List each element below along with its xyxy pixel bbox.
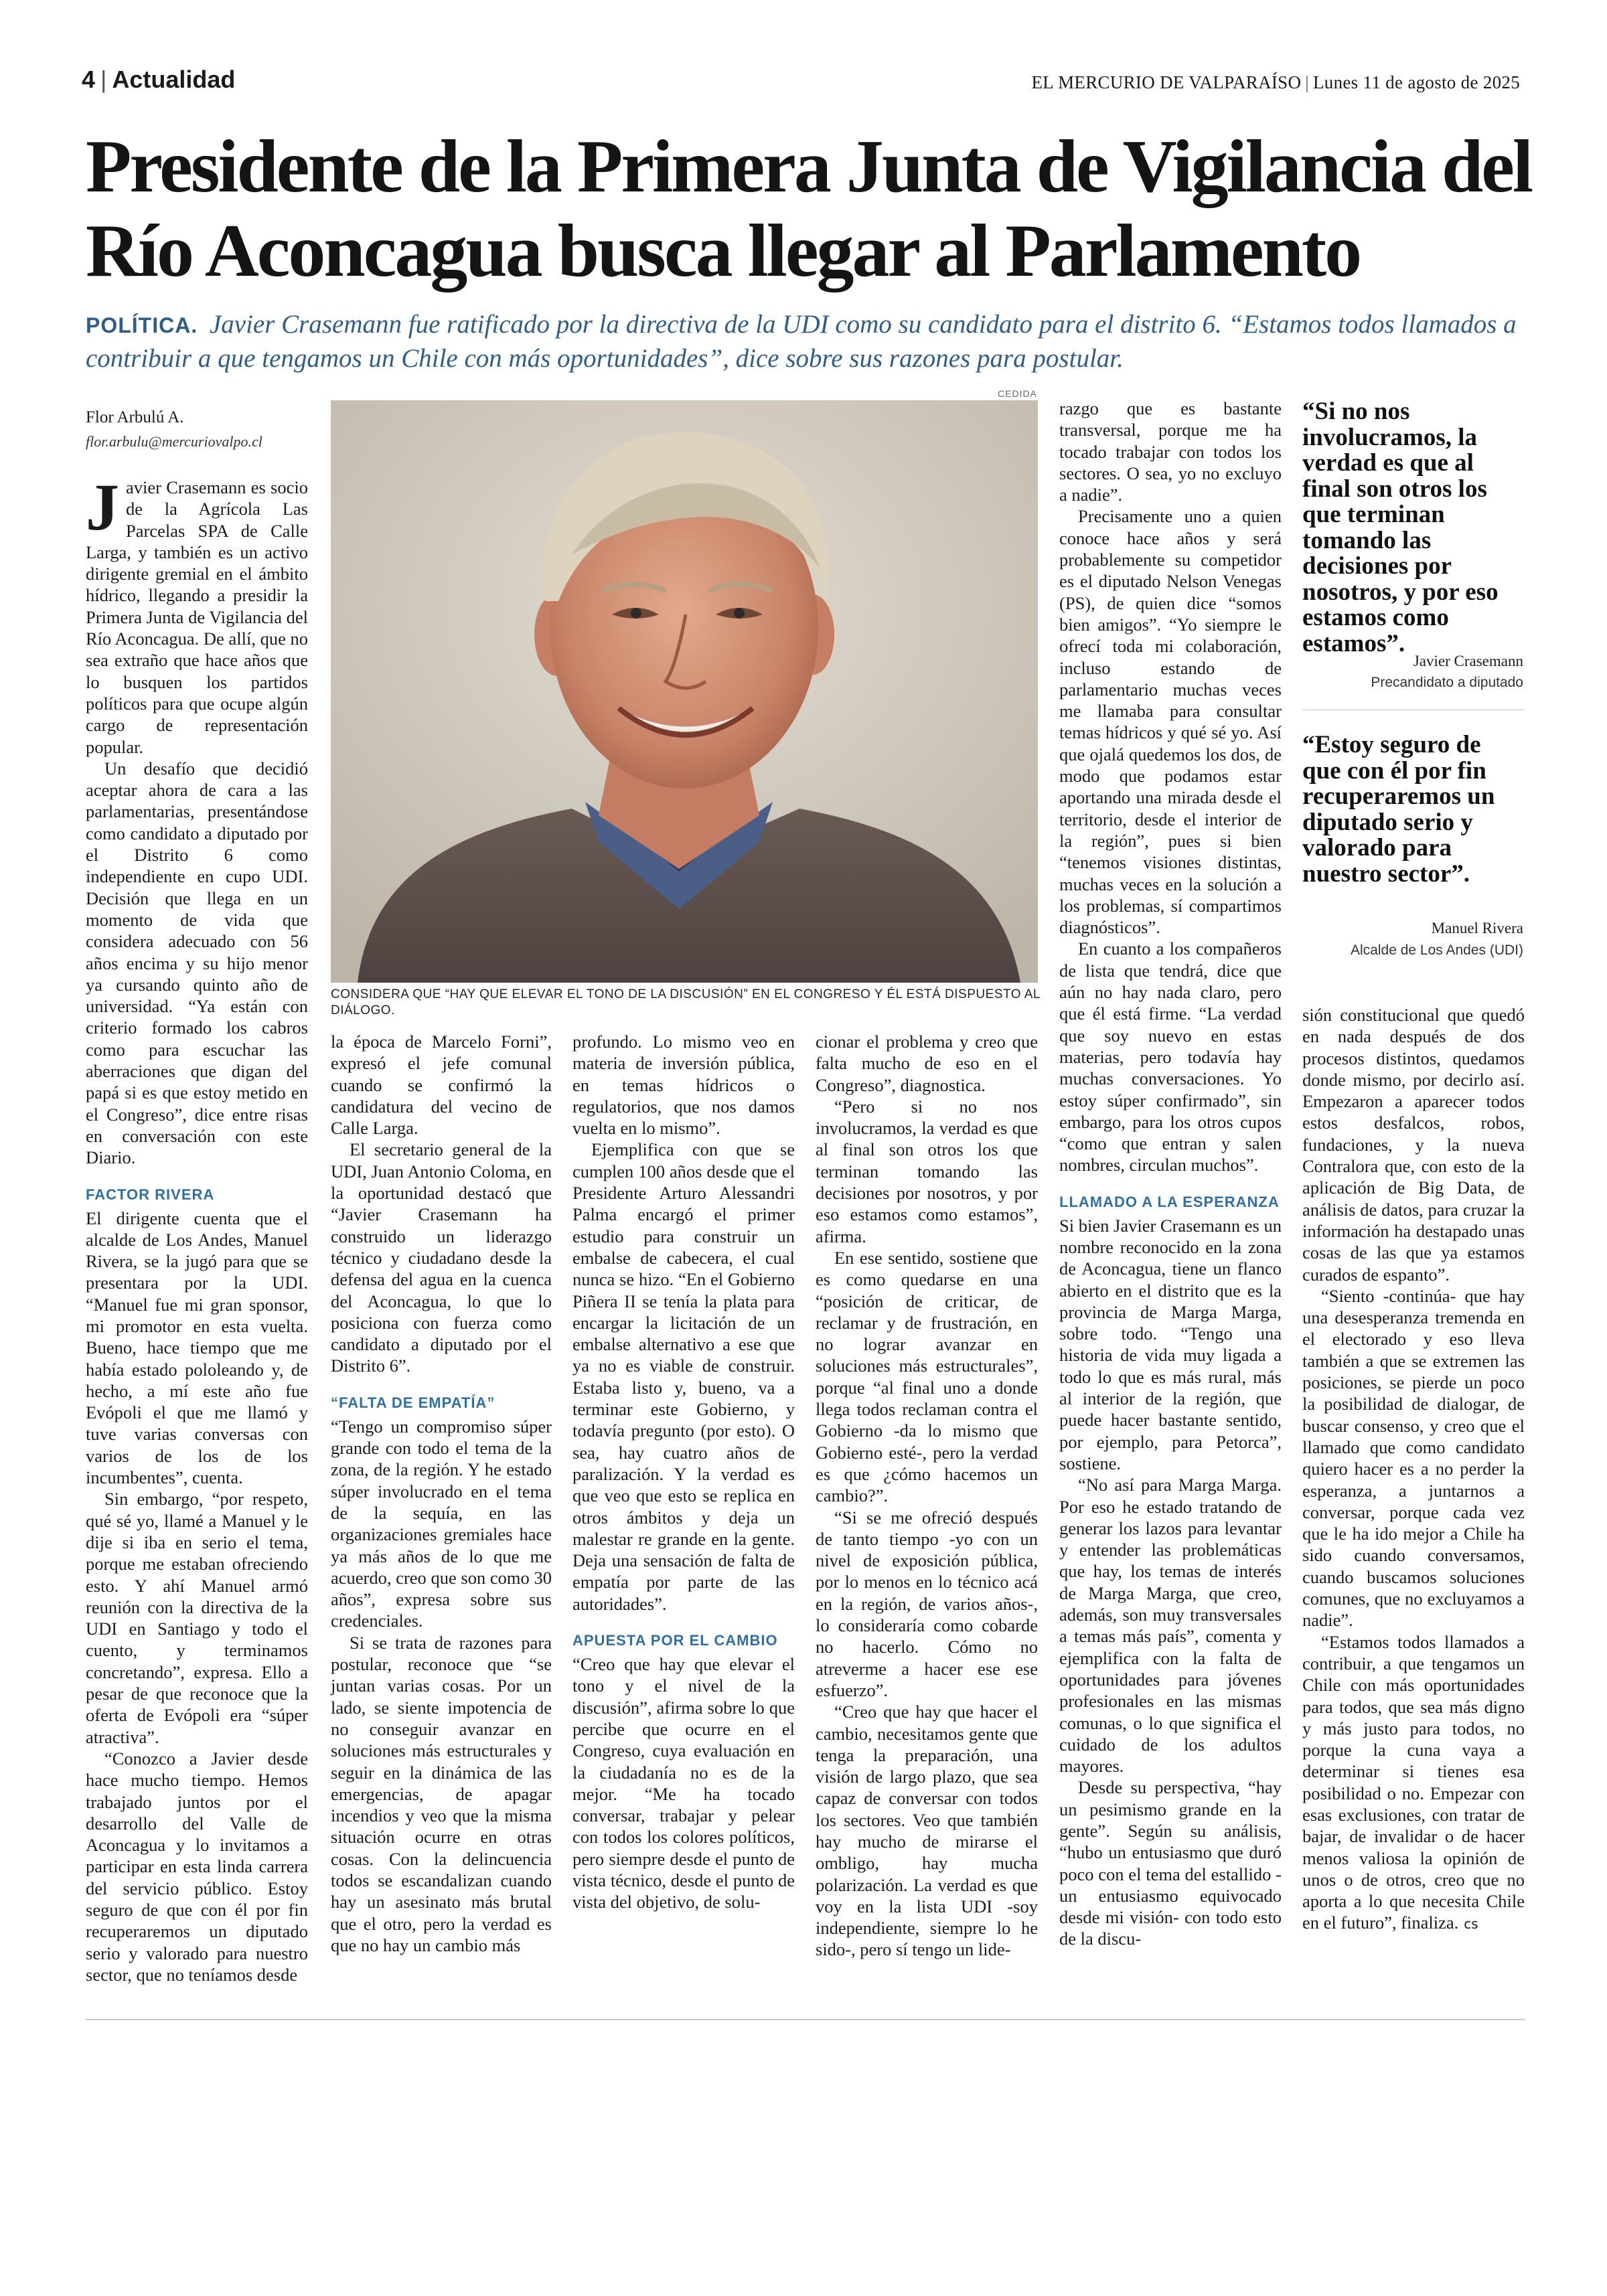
article-paragraph: razgo que es bastante transversal, porque me ha tocado trabajar con todos los sectores. O sea, yo no excluyo a nadie”. [1059, 398, 1282, 505]
article-paragraph: sión constitucional que quedó en nada después de dos procesos distintos, quedamos donde mismo, por decirlo así. Empezaron a aparecer todos estos desfalcos, robos, fundaciones, y la nueva Contralora que, con esto de la aplicación de Big Data, de análisis de datos, para cruzar la información ha destapado unas cosas de las que ya estamos curados de espanto”. [1302, 1005, 1525, 1285]
page-section-header: 4 | Actualidad [82, 66, 236, 93]
bottom-divider [86, 2019, 1525, 2020]
column-3 [572, 1031, 795, 1913]
portrait-illustration [331, 400, 1038, 983]
deck-text: Javier Crasemann fue ratificado por la directiva de la UDI como su candidato para el distrito 6. “Estamos todos llamados a contribuir a que tengamos un Chile con más oportunidades”, dice sobre sus razones para postular. [86, 310, 1517, 373]
pull-quote-role: Alcalde de Los Andes (UDI) [1351, 942, 1523, 958]
drop-cap: J [86, 470, 119, 544]
article-paragraph: En ese sentido, sostiene que es como quedarse en una “posición de criticar, de reclamar y de frustración, en no lograr avanzar en soluciones más estructurales”, porque “al final uno a donde llega todos reclaman contra el Gobierno -da lo mismo que Gobierno esté-, pero la verdad es que ¿cómo hacemos un cambio?”. [816, 1247, 1038, 1506]
article-paragraph [1302, 1631, 1525, 1935]
article-paragraph: El dirigente cuenta que el alcalde de Los Andes, Manuel Rivera, se la jugó para que se presentara por la UDI. “Manuel fue mi gran sponsor, mi promotor en esta vuelta. Bueno, hace tiempo que me había estado pololeando y, de hecho, a mí este año fue Evópoli el que me llamó y tuve varias conversas con varios de los de los incumbentes”, cuenta. [86, 1208, 308, 1488]
paragraph-text: avier Crasemann es socio de la Agrícola Las Parcelas SPA de Calle Larga, y también es un activo dirigente gremial en el ámbito hídrico, llegando a presidir la Primera Junta de Vigilancia del Río Aconcagua. De allí, que no sea extraño que hace años que lo busquen los partidos políticos para que ocupe algún cargo de representación popular. [86, 477, 309, 757]
subhead-falta-de-empatia: “FALTA DE EMPATÍA” [331, 1394, 495, 1411]
portrait-photo [331, 400, 1038, 983]
subhead-apuesta-por-el-cambio: APUESTA POR EL CAMBIO [572, 1632, 778, 1649]
pull-quote-name: Javier Crasemann [1413, 653, 1523, 669]
article-paragraph: Precisamente uno a quien conoce hace años y será probablemente su competidor es el diputado Nelson Venegas (PS), de quien dice “somos bien amigos”. “Yo siempre le ofrecí toda mi colaboración, incluso estando de parlamentario muchas veces me llamaba para consultar temas hídricos y qué sé yo. Así que ojalá quedemos los dos, de modo que podamos estar aportando una mirada desde el territorio, desde el interior de la región”, pues si bien “tenemos visiones distintas, muchas veces en la solución a los problemas, sí compartimos diagnósticos”. [1059, 506, 1282, 938]
article-paragraph: la época de Marcelo Forni”, expresó el jefe comunal cuando se confirmó la candidatura del vecino de Calle Larga. [331, 1032, 552, 1139]
article-paragraph: profundo. Lo mismo veo en materia de inversión pública, en temas hídricos o regulatorios, que nos damos vuelta en lo mismo”. [572, 1032, 795, 1139]
paragraph-text: “Estamos todos llamados a contribuir, a que tengamos un Chile con más oportunidades para todos, que sea más digno y más justo para todos, no porque la cuna vaya a determinar si tienes esa posibilidad o no. Empezar con esas exclusiones, con tratar de bajar, de invalidar o de hacer menos valiosa la opinión de unos o de otros, creo que no aporta a lo que necesita Chile en el futuro”, finaliza. [1302, 1631, 1525, 1933]
deck-kicker: POLÍTICA. [86, 313, 198, 337]
article-paragraph [86, 470, 309, 758]
photo-credit: CEDIDA [998, 388, 1037, 399]
article-paragraph: “Siento -continúa- que hay una desesperanza tremenda en el electorado y eso lleva también a que se extremen las posiciones, se pierde un poco la posibilidad de dialogar, de buscar consenso, y creo que el llamado que como candidato quiero hacer es a no perder la esperanza, a juntarnos a conversar, porque cada vez que le ha ido mejor a Chile ha sido cuando conversamos, cuando buscamos soluciones comunes, que no excluyamos a nadie”. [1302, 1285, 1525, 1631]
headline: Presidente de la Primera Junta de Vigilancia del Río Aconcagua busca llegar al Parlamento [86, 125, 1532, 293]
article-paragraph: “Conozco a Javier desde hace mucho tiempo. Hemos trabajado juntos por el desarrollo del Valle de Aconcagua y lo invitamos a participar en esta linda carrera del servicio público. Estoy seguro de que con él por fin recuperaremos un diputado serio y valorado para nuestro sector, que no teníamos desde [86, 1748, 308, 1985]
pull-quote-crasemann: “Si no nos involucramos, la verdad es que al final son otros los que terminan tomando las decisiones por nosotros, y por eso estamos como estamos”. [1302, 398, 1499, 657]
column-2 [331, 1031, 552, 1956]
deck [86, 308, 1525, 376]
byline [86, 406, 262, 454]
article-paragraph: En cuanto a los compañeros de lista que tendrá, dice que aún no hay nada claro, pero que él está firme. “La verdad que soy nuevo en estas materias, pero todavía hay muchas conversaciones. Yo estoy súper confirmado”, sin embargo, para los otros cupos “como que entran y salen nombres, circulan muchos”. [1059, 938, 1282, 1175]
column-4 [816, 1031, 1038, 1961]
photo-caption: CONSIDERA QUE “HAY QUE ELEVAR EL TONO DE LA DISCUSIÓN” EN EL CONGRESO Y ÉL ESTÁ DISPUESTO AL DIÁLOGO. [331, 987, 1041, 1017]
column-6 [1302, 1004, 1525, 1935]
subhead-factor-rivera: FACTOR RIVERA [86, 1185, 215, 1203]
article-paragraph: “Creo que hay que elevar el tono y el nivel de la discusión”, afirma sobre lo que percibe que ocurre en el Congreso, cuya evaluación en la ciudadanía no es de la mejor. “Me ha tocado conversar, trabajar y pelear con todos los colores políticos, pero siempre desde el punto de vista técnico, desde el punto de vista del objetivo, de solu- [572, 1654, 795, 1912]
column-5 [1059, 398, 1282, 1950]
subhead-llamado-a-la-esperanza: LLAMADO A LA ESPERANZA [1059, 1193, 1280, 1210]
publication-date: Lunes 11 de agosto de 2025 [1313, 72, 1520, 92]
publication-name: EL MERCURIO DE VALPARAÍSO [1031, 72, 1302, 92]
page-number: 4 [82, 66, 96, 93]
article-paragraph: Desde su perspectiva, “hay un pesimismo grande en la gente”. Según su análisis, “hubo un entusiasmo que duró poco con el tema del estallido - un entusiasmo equivocado desde mi visión- con todo esto de la discu- [1059, 1777, 1282, 1949]
byline-author: Flor Arbulú A. [86, 408, 184, 426]
section-name: Actualidad [112, 66, 236, 93]
end-of-article-mark: cs [1464, 1916, 1478, 1933]
article-paragraph: “Si se me ofreció después de tanto tiempo -yo con un nivel de exposición pública, por lo menos en lo técnico acá en la región, de varios años-, lo consideraría como cobarde no hacerlo. Cómo no atreverme a hacer ese ese esfuerzo”. [816, 1507, 1038, 1700]
pull-quote-name: Manuel Rivera [1431, 920, 1523, 936]
byline-email: flor.arbulu@mercuriovalpo.cl [86, 433, 262, 450]
column-1 [86, 470, 309, 1985]
article-paragraph: Ejemplifica con que se cumplen 100 años desde que el Presidente Arturo Alessandri Palma encargó el primer estudio para construir un embalse de cabecera, el cual nunca se hizo. “En el Gobierno Piñera II se tenía la plata para encargar la licitación de un embalse alternativo a ese que ya no es viable de construir. Estaba listo y, bueno, va a terminar este Gobierno, y todavía pregunto (por esto). O sea, hay cuatro años de paralización. Y la verdad es que veo que esto se replica en otros ámbitos y deja un malestar re grande en la gente. Deja una sensación de falta de empatía por parte de las autoridades”. [572, 1139, 795, 1614]
pull-quote-role: Precandidato a diputado [1371, 675, 1523, 690]
article-paragraph: Si se trata de razones para postular, reconoce que “se juntan varias cosas. Por un lado, se siente impotencia de no conseguir avanzar en soluciones más estructurales y seguir en la dinámica de las emergencias, de apagar incendios y veo que la misma situación ocurre en otras cosas. Con la delincuencia todos se escandalizan cuando hay un asesinato más brutal que el otro, pero la verdad es que no hay un cambio más [331, 1632, 552, 1955]
article-paragraph: cionar el problema y creo que falta mucho de eso en el Congreso”, diagnostica. [816, 1032, 1038, 1095]
article-paragraph: Un desafío que decidió aceptar ahora de cara a las parlamentarias, presentándose como candidato a diputado por el Distrito 6 como independiente en cupo UDI. Decisión que llega en un momento de vida que considera adecuado con 56 años encima y su hijo menor ya cursando quinto año de universidad. “Ya están con criterio formado los cabros como para escuchar las aberraciones que digan del papá si es que estoy metido en el Congreso”, dice entre risas en conversación con este Diario. [86, 758, 308, 1168]
pull-quote-rivera: “Estoy seguro de que con él por fin recuperaremos un diputado serio y valorado para nuestro sector”. [1302, 731, 1495, 888]
article-paragraph: “No así para Marga Marga. Por eso he estado tratando de generar los lazos para levantar y entender las problemáticas que hay, los temas de interés de Marga Marga, que creo, además, son muy transversales a temas más país”, comenta y ejemplifica con la falta de oportunidades para jóvenes profesionales en las mismas comunas, o lo que significa el cuidado de los adultos mayores. [1059, 1475, 1282, 1777]
article-paragraph: “Pero si no nos involucramos, la verdad es que al final son otros los que terminan tomando las decisiones por nosotros, y por eso estamos como estamos”, afirma. [816, 1096, 1038, 1246]
article-paragraph: “Creo que hay que hacer el cambio, necesitamos gente que tenga la preparación, una visión de largo plazo, que sea capaz de conversar con todos los sectores. Veo que también hay mucho de mirarse el ombligo, hay mucha polarización. La verdad es que voy en la lista UDI -soy independiente, siempre lo he sido-, pero sí tengo un lide- [816, 1702, 1038, 1960]
article-paragraph: Sin embargo, “por respeto, qué sé yo, llamé a Manuel y le dije si iba en serio el tema, porque me estaban ofreciendo esto. Y ahí Manuel armó reunión con la directiva de la UDI en Santiago y todo el cuento, y terminamos concretando”, expresa. Ello a pesar de que reconoce que la oferta de Evópoli era “súper atractiva”. [86, 1489, 308, 1747]
article-paragraph: “Tengo un compromiso súper grande con todo el tema de la zona, de la región. Y he estado súper involucrado en el tema de la sequía, en las organizaciones gremiales hace ya más años de lo que me acuerdo, creo que son como 30 años”, expresa sobre sus credenciales. [331, 1416, 552, 1631]
article-paragraph: Si bien Javier Crasemann es un nombre reconocido en la zona de Aconcagua, tiene un flanco abierto en el distrito que es la provincia de Marga Marga, sobre todo. “Tengo una historia de vida muy ligada a todo lo que es más rural, más al interior de la región, que puede hacer bastante sentido, por ejemplo, para Petorca”, sostiene. [1059, 1215, 1282, 1473]
publication-header: EL MERCURIO DE VALPARAÍSO | Lunes 11 de agosto de 2025 [1031, 72, 1520, 92]
article-paragraph: El secretario general de la UDI, Juan Antonio Coloma, en la oportunidad destacó que “Javier Crasemann ha construido un liderazgo técnico y ciudadano desde la defensa del agua en la cuenca del Aconcagua, lo que lo posiciona con fuerza como candidato a diputado por el Distrito 6”. [331, 1139, 552, 1376]
